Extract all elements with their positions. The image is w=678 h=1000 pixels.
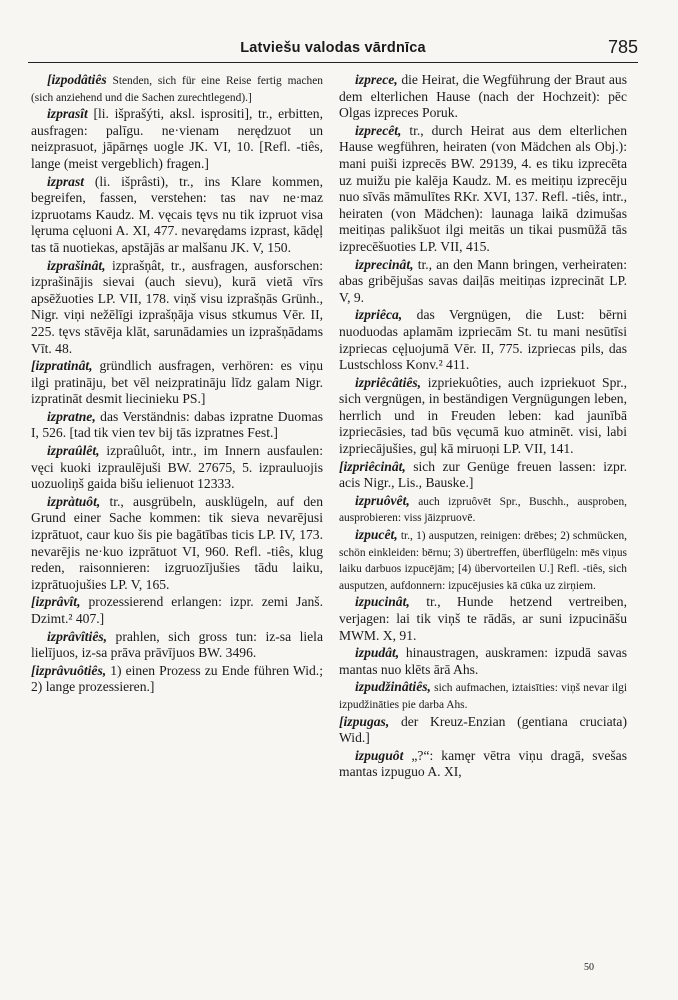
entry-headword: [izpratinât, <box>31 358 93 374</box>
dictionary-entry <box>339 527 627 593</box>
entry-definition: auch izpruôvēt Spr., Buschh., ausproben, ausprobieren: viss jāizpruovē. <box>339 495 627 525</box>
dictionary-entry <box>31 106 323 172</box>
entry-definition: sich zur Genüge freuen lassen: izpr. acis Nigr., Lis., Bauske.] <box>339 458 627 491</box>
dictionary-entry <box>31 494 323 594</box>
entry-definition: tr., durch Heirat aus dem elterlichen Hause wegführen, heiraten (von Mädchen als Obj.): mani puiši izprecēs BW. 29139, 4. es tiku izprecēta uz muižu pie kalēja Kaudz. M. es meitiņu izprecēju nuo sīvās māmulītes RKr. XVI, 137. Refl. -tiês, intr., heiraten (von Mädchen): launaga laikā dzimušas meitiņas palikšuot ilgi meitās un tikai pusmūžā tās izprecēšuoties LP. VII, 415. <box>339 122 627 254</box>
dictionary-entry <box>339 748 627 781</box>
entry-headword: [izprâvît, <box>31 594 81 610</box>
entry-definition: 1) einen Prozess zu Ende führen Wid.; 2) lange prozessieren.] <box>31 662 323 695</box>
dictionary-entry <box>31 629 323 662</box>
page-header <box>28 36 638 63</box>
entry-definition: gründlich ausfragen, verhören: es viņu ilgi pratināju, bet vēl neizpratināju līdz galam Nigr. izpratināt desmit liecinieku PS.] <box>31 358 323 407</box>
entry-definition: prozessierend erlangen: izpr. zemi Janš. Dzimt.² 407.] <box>31 594 323 626</box>
dictionary-entry <box>339 714 627 747</box>
dictionary-entry <box>339 493 627 526</box>
entry-headword: izprecinât, <box>355 256 414 272</box>
entry-headword: izpriêca, <box>355 307 403 323</box>
entry-headword: izpriêcâtiês, <box>355 374 422 390</box>
dictionary-entry <box>31 358 323 408</box>
dictionary-entry <box>339 307 627 373</box>
entry-headword: izpucinât, <box>355 594 410 610</box>
page-number: 785 <box>607 37 638 57</box>
dictionary-entry <box>339 72 627 122</box>
entry-headword: [izpugas, <box>339 713 390 729</box>
entry-definition: Stenden, sich für eine Reise fertig machen (sich anziehend und die Sachen zurechtlegend).] <box>31 75 323 104</box>
entry-definition: hinaustragen, auskramen: izpudā savas mantas nuo klēts ārā Ahs. <box>339 645 627 677</box>
dictionary-entry <box>339 645 627 678</box>
entry-definition: sich aufmachen, iztaisīties: viņš nevar ilgi izpudžināties pie darba Ahs. <box>339 682 627 711</box>
entry-headword: izprasît <box>47 106 88 122</box>
dictionary-entry <box>339 679 627 712</box>
entry-headword: izprašinât, <box>47 257 106 273</box>
entry-headword: izpudžinâtiês, <box>355 679 431 695</box>
entry-headword: izpràtuôt, <box>47 493 101 509</box>
entry-definition: tr., Hunde hetzend vertreiben, verjagen: lai tik viņš te rādās, ar suni izpucināšu MWM. X, 91. <box>339 594 627 643</box>
entry-definition: (li. išprâsti), tr., ins Klare kommen, begreifen, fassen, verstehen: tas nav ne·maz izpruotams Kaudz. M. vęcais tęvs nu tik izpruot visa lęruma cęluoni A. XI, 477. nevarędams izprast, kādęļ tas tā nuotiekas, apstājās ar malšanu JK. V, 150. <box>31 173 323 255</box>
entry-definition: tr., 1) ausputzen, reinigen: drēbes; 2) schmücken, schön einkleiden: bērnu; 3) übertreffen, überflügeln: mēs viņus laiku darbuos izpucējām; [4) übervorteilen U.] Refl. -tiês, sich ausputzen, aufdonnern: izpucējusies kā cūka uz zirņiem. <box>339 530 627 592</box>
entry-headword: izpuguôt <box>355 747 404 763</box>
dictionary-entry <box>31 409 323 442</box>
entry-definition: das Vergnügen, die Lust: bērni nuoduodas aplamām izpriecām St. tu mani nesūtīsi izpriecas cęļuojumā Vēr. II, 775. izpriecas pils, das Lustschloss Konv.² 411. <box>339 307 627 373</box>
entry-headword: izpraûlêt, <box>47 443 100 459</box>
entry-definition: tr., ausgrübeln, ausklügeln, auf den Grund einer Sache kommen: tik sieva nevarējusi izprātuot, caur kuo šis pie bagātības ticis LP. IV, 173. nevarējis ne·kuo izprātuot VI, 960. Refl. -tiês, klug reden, raisonnieren: izgruozījušies tādu laiku, izprātuojušies LP. V, 165. <box>31 493 323 592</box>
entry-headword: [izpriêcinât, <box>339 458 406 474</box>
entry-definition: [li. išprašýti, aksl. isprositi], tr., erbitten, ausfragen: palīgu. ne·vienam nerędzuot un neizprasuot, jāpārnęs uogle JK. VI, 10. [Refl. -tiês, lange (meist vergeblich) fragen.] <box>31 106 323 171</box>
entry-definition: tr., an den Mann bringen, verheiraten: abas gribējušas savas daiļās meitiņas izprecināt LP. V, 9. <box>339 256 627 305</box>
entry-definition: izprašņât, tr., ausfragen, ausforschen: izprašinājis sievai (auch sievu), kurā vietā vīrs apsēžuoties LP. VII, 178. viņš visu izprašņās Grünh., Nigr. viņi nežēlīgi izprašņāja visus stkumus Vēr. II, 225. tęvs stāvēja klāt, sarunādamies un izprašņādams Vīt. 48. <box>31 257 323 356</box>
dictionary-entry <box>31 258 323 358</box>
entry-definition: izpraûluôt, intr., im Innern ausfaulen: vęci kuoki izpraulējuši BW. 27675, 5. izprauluojis uozuoliņš gaida bišu ielienuot 12333. <box>31 443 323 492</box>
dictionary-entry <box>339 375 627 458</box>
dictionary-entry <box>31 663 323 696</box>
entry-headword: izprâvîtiês, <box>47 628 108 644</box>
dictionary-entry <box>31 443 323 493</box>
entry-definition: „?“: kamęr vētra viņu dragā, svešas mantas izpuguo A. XI, <box>339 747 627 780</box>
dictionary-entry <box>339 594 627 644</box>
entry-definition: die Heirat, die Wegführung der Braut aus dem elterlichen Hause (nach der Hochzeit): pēc Olgas izpreces Poruk. <box>339 72 627 121</box>
dictionary-entry <box>339 123 627 256</box>
entry-headword: izpruôvêt, <box>355 492 410 508</box>
dictionary-entry <box>31 72 323 105</box>
running-title: Latviešu valodas vārdnīca <box>240 40 426 56</box>
left-column <box>31 72 323 697</box>
entry-headword: izpratne, <box>47 408 96 424</box>
entry-headword: izpucêt, <box>355 527 398 543</box>
entry-headword: izprecêt, <box>355 122 402 138</box>
entry-headword: izpudât, <box>355 645 400 661</box>
entry-headword: [izpodâtiês <box>47 72 107 87</box>
signature-mark: 50 <box>584 962 594 973</box>
entry-headword: izprece, <box>355 72 398 87</box>
dictionary-entry <box>31 594 323 627</box>
dictionary-entry <box>31 174 323 257</box>
entry-definition: izpriekuôties, auch izpriekuot Spr., sich vergnügen, in beständigen Vergnügungen leben, herrlich und in Freuden leben: kad jaunībā izpriecāsies, tad būs vęcumā kuo atminēt. visi, labi izpriecājušies, guļ kā miruoņi LP. VII, 141. <box>339 374 627 457</box>
entry-definition: der Kreuz-Enzian (gentiana cruciata) Wid.] <box>339 713 627 746</box>
right-column <box>339 72 627 782</box>
dictionary-entry <box>339 257 627 307</box>
entry-headword: izprast <box>47 173 85 189</box>
entry-definition: prahlen, sich gross tun: iz-sa liela lielījuos, iz-sa prāva prāvījuos BW. 3496. <box>31 628 323 661</box>
dictionary-entry <box>339 459 627 492</box>
entry-headword: [izprâvuôtiês, <box>31 662 107 678</box>
entry-definition: das Verständnis: dabas izpratne Duomas I, 526. [tad tik vien tev bij tās izpratnes Fest.] <box>31 408 323 441</box>
